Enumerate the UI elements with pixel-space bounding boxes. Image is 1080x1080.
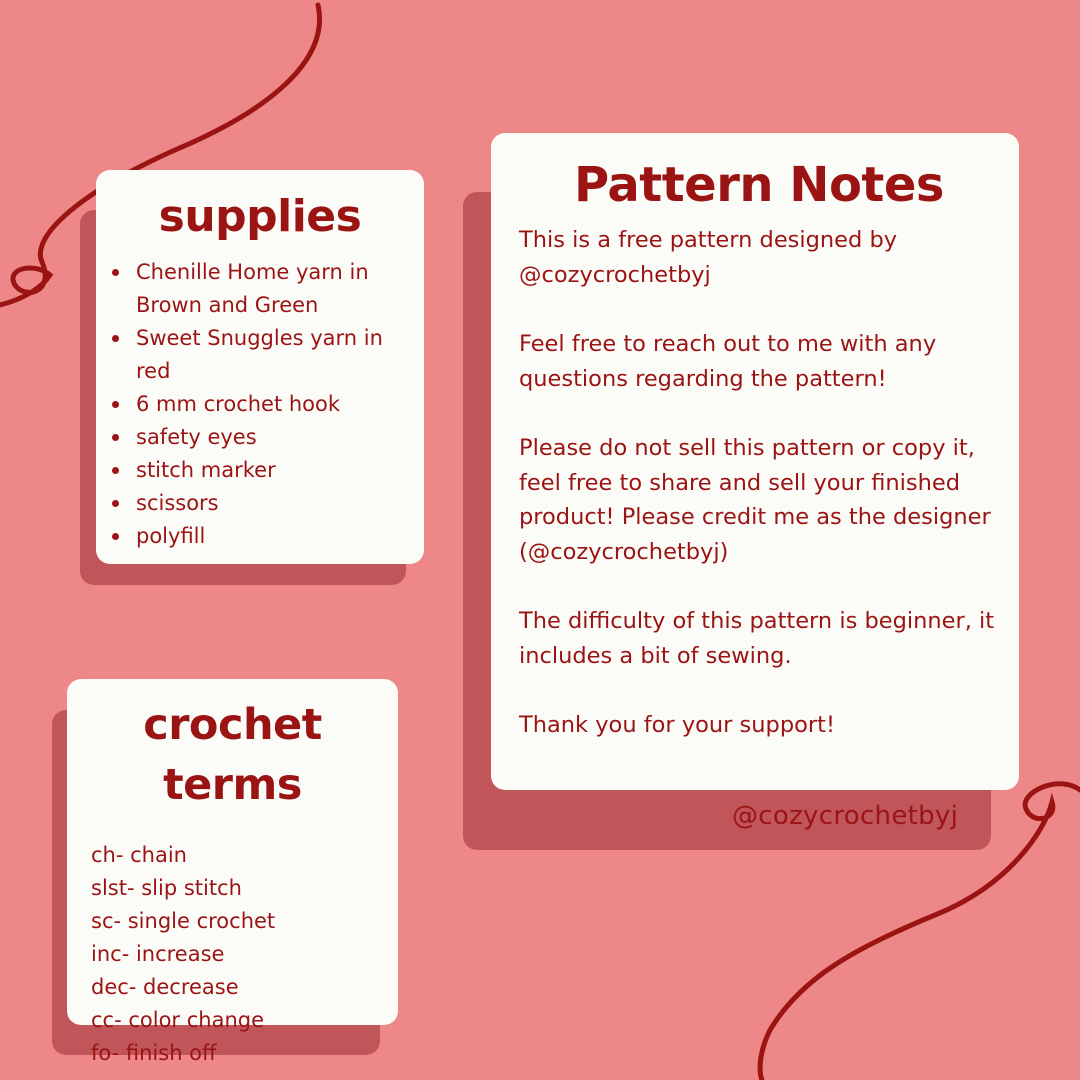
notes-body xyxy=(519,223,999,743)
term-item: ch- chain xyxy=(91,843,187,867)
notes-card xyxy=(491,133,1019,790)
supply-item: safety eyes xyxy=(96,421,424,454)
supply-item: polyfill xyxy=(96,520,424,553)
supply-item: Sweet Snuggles yarn in red xyxy=(96,322,424,388)
supply-item: 6 mm crochet hook xyxy=(96,388,424,421)
notes-paragraph: This is a free pattern designed by @cozycrochetbyj xyxy=(519,227,898,288)
notes-title: Pattern Notes xyxy=(574,157,944,213)
term-item: slst- slip stitch xyxy=(91,876,242,900)
supply-item: stitch marker xyxy=(96,454,424,487)
supplies-list xyxy=(96,256,424,553)
terms-card xyxy=(67,679,398,1065)
notes-paragraph: Thank you for your support! xyxy=(519,712,835,738)
notes-paragraph: The difficulty of this pattern is beginner, it includes a bit of sewing. xyxy=(519,608,995,669)
notes-paragraph: Feel free to reach out to me with any questions regarding the pattern! xyxy=(519,331,937,392)
term-item: fo- finish off xyxy=(91,1041,217,1065)
term-item: sc- single crochet xyxy=(91,909,276,933)
terms-title: crochet terms xyxy=(143,700,322,810)
term-item: dec- decrease xyxy=(91,975,239,999)
supplies-title: supplies xyxy=(158,191,362,242)
term-item: inc- increase xyxy=(91,942,225,966)
supply-item: scissors xyxy=(96,487,424,520)
supply-item: Chenille Home yarn in Brown and Green xyxy=(96,256,424,322)
handle-watermark: @cozycrochetbyj xyxy=(732,801,959,831)
terms-list xyxy=(91,839,398,1070)
notes-paragraph: Please do not sell this pattern or copy it, feel free to share and sell your finished product! Please credit me as the designer (@cozycrochetbyj) xyxy=(519,435,991,565)
term-item: cc- color change xyxy=(91,1008,265,1032)
supplies-card xyxy=(96,170,424,564)
